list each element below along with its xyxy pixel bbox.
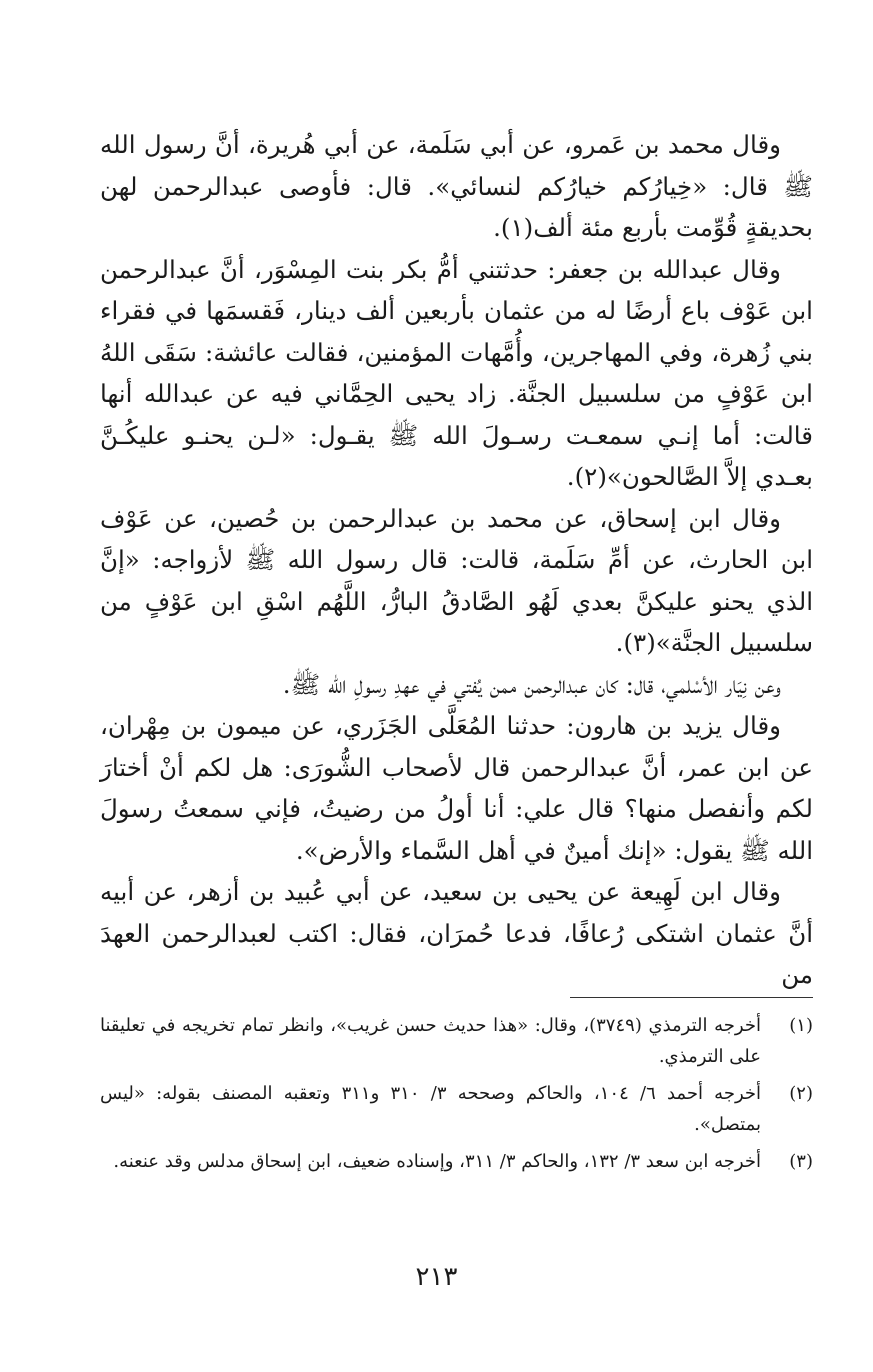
footnotes	[100, 1010, 813, 1183]
paragraph-6: وقال ابن لَهِيعة عن يحيى بن سعيد، عن أبي عُبيد بن أزهر، عن أبيه أنَّ عثمان اشتكى رُعافًا، فدعا حُمرَان، فقال: اكتب لعبدالرحمن العهدَ من	[100, 877, 813, 989]
footnote-text: أخرجه ابن سعد ٣/ ١٣٢، والحاكم ٣/ ٣١١، وإسناده ضعيف، ابن إسحاق مدلس وقد عنعنه.	[113, 1151, 761, 1172]
footnote-number: (١)	[789, 1015, 813, 1036]
main-text	[100, 124, 813, 996]
footnote-number: (٢)	[789, 1083, 813, 1104]
paragraph-1: وقال محمد بن عَمرو، عن أبي سَلَمة، عن أبي هُريرة، أنَّ رسول الله ﷺ قال: «خِيارُكم خيارُكم لنسائي». قال: فأوصى عبدالرحمن لهن بحديقةٍ قُوِّمت بأربع مئة ألف(١).	[100, 130, 813, 242]
paragraph-2: وقال عبدالله بن جعفر: حدثتني أمُّ بكر بنت المِسْوَر، أنَّ عبدالرحمن ابن عَوْف باع أرضًا له من عثمان بأربعين ألف دينار، فَقسمَها في فقراء بني زُهرة، وفي المهاجرين، وأُمَّهات المؤمنين، فقالت عائشة: سَقَى اللهُ ابن عَوْفٍ من سلسبيل الجنَّة. زاد يحيى الحِمَّاني فيه عن عبدالله أنها قالت: أما إنـي سمعـت رسـولَ الله ﷺ يقـول: «لـن يحنـو عليكُـنَّ بعـدي إلاَّ الصَّالحون»(٢).	[100, 254, 813, 491]
paragraph-5: وقال يزيد بن هارون: حدثنا المُعَلَّى الجَزَري، عن ميمون بن مِهْران، عن ابن عمر، أنَّ عبدالرحمن قال لأصحاب الشُّورَى: هل لكم أنْ أختارَ لكم وأنفصل منها؟ قال علي: أنا أولُ من رضيتُ، فإني سمعتُ رسولَ الله ﷺ يقول: «إنك أمينٌ في أهل السَّماء والأرض».	[100, 711, 813, 865]
footnote-1	[100, 1010, 813, 1072]
footnote-number: (٣)	[789, 1151, 813, 1172]
page-number: ٢١٣	[415, 1262, 458, 1292]
footnote-divider	[570, 997, 813, 998]
paragraph-4: وعن نِيَار الأسْلمي، قال: كان عبدالرحمن ممن يُفتي في عهدِ رسولِ الله ﷺ.	[282, 669, 781, 699]
paragraph-3: وقال ابن إسحاق، عن محمد بن عبدالرحمن بن حُصين، عن عَوْف ابن الحارث، عن أمِّ سَلَمة، قالت: قال رسول الله ﷺ لأزواجه: «إنَّ الذي يحنو عليكنَّ بعدي لَهُو الصَّادقُ البارُّ، اللَّهُم اسْقِ ابن عَوْفٍ من سلسبيل الجنَّة»(٣).	[100, 503, 813, 657]
footnote-text: أخرجه أحمد ٦/ ١٠٤، والحاكم وصححه ٣/ ٣١٠ و٣١١ وتعقبه المصنف بقوله: «ليس بمتصل».	[100, 1083, 762, 1135]
footnote-text: أخرجه الترمذي (٣٧٤٩)، وقال: «هذا حديث حسن غريب»، وانظر تمام تخريجه في تعليقنا على الترمذي.	[100, 1015, 761, 1067]
footnote-3	[100, 1146, 813, 1177]
footnote-2	[100, 1078, 813, 1140]
